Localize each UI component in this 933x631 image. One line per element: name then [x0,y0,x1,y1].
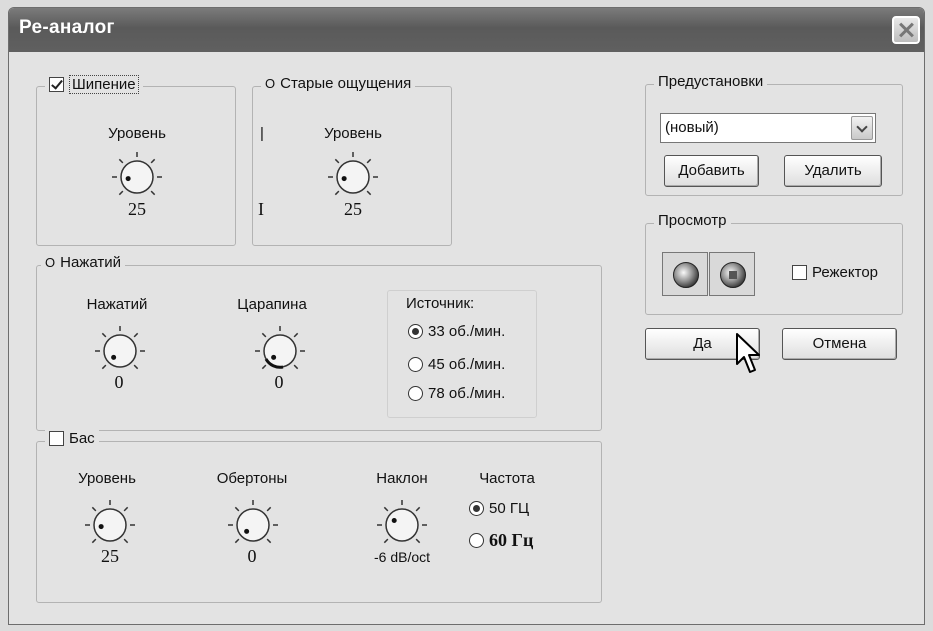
source-option-33-label[interactable]: 33 об./мин. [428,323,506,340]
hiss-checkbox[interactable] [49,77,64,92]
bass-checkbox[interactable] [49,431,64,446]
add-preset-button[interactable]: Добавить [664,155,759,187]
bass-checkbox-label[interactable]: Бас [69,430,95,447]
title-bar[interactable] [9,8,924,52]
source-option-78[interactable] [408,385,505,402]
clicks-knob[interactable] [93,324,147,378]
source-option-78-label[interactable]: 78 об./мин. [428,385,506,402]
freq-option-60-label[interactable]: 60 Гц [489,530,534,550]
overtones-label: Обертоны [216,470,288,487]
slope-label: Наклон [376,470,428,487]
bass-level-knob[interactable] [83,498,137,552]
freq-option-50-label[interactable]: 50 ГЦ [489,500,530,517]
stop-button[interactable] [709,252,755,296]
old-feel-level-knob[interactable] [326,150,380,204]
notch-checkbox[interactable] [792,265,807,280]
freq-radio-60[interactable] [469,533,484,548]
presets-legend: Предустановки [654,73,767,90]
source-option-45-label[interactable]: 45 об./мин. [428,356,506,373]
mouse-pointer-icon [735,332,761,376]
freq-option-50[interactable] [469,500,529,517]
old-feel-side-mark-bottom: I [258,199,264,219]
hiss-checkbox-label[interactable]: Шипение [69,75,139,94]
hiss-level-value: 25 [128,199,146,219]
source-radio-45[interactable] [408,357,423,372]
preset-select[interactable] [660,113,876,143]
old-feel-label[interactable]: Старые ощущения [280,75,412,92]
preview-legend: Просмотр [654,212,731,229]
clicks-knob1-value: 0 [114,372,124,392]
overtones-knob[interactable] [226,498,280,552]
bass-legend [45,430,99,447]
play-icon [673,262,699,288]
clicks-legend [41,254,125,271]
old-feel-group [252,75,452,246]
old-feel-side-mark-top: | [260,125,264,142]
hiss-level-knob[interactable] [110,150,164,204]
hiss-group [36,76,236,246]
notch-label[interactable]: Режектор [812,264,879,281]
cancel-button[interactable]: Отмена [782,328,897,360]
source-radio-78[interactable] [408,386,423,401]
scratch-knob[interactable] [253,324,307,378]
bass-group [36,430,602,603]
chevron-down-icon[interactable] [851,116,873,140]
preview-group [645,212,903,315]
scratch-value: 0 [274,372,284,392]
clicks-label[interactable]: Нажатий [60,254,121,271]
bass-level-label: Уровень [78,470,136,487]
source-radio-33[interactable] [408,324,423,339]
freq-option-60[interactable] [469,530,533,551]
source-subgroup [387,290,537,418]
source-option-33[interactable] [408,323,505,340]
preset-select-value[interactable]: (новый) [665,119,719,136]
bass-level-value: 25 [101,546,119,566]
slope-value: -6 dB/oct [373,549,431,565]
clicks-marker[interactable]: O [45,255,56,270]
notch-toggle[interactable] [792,264,902,281]
clicks-knob1-label: Нажатий [86,296,148,313]
play-button[interactable] [662,252,708,296]
presets-group [645,73,903,196]
frequency-label: Частота [479,470,535,487]
freq-radio-50[interactable] [469,501,484,516]
ok-button[interactable]: Да [645,328,760,360]
source-option-45[interactable] [408,356,505,373]
old-feel-legend [261,75,415,92]
source-label: Источник: [406,295,475,312]
slope-knob[interactable] [375,498,429,552]
hiss-legend [45,75,143,94]
scratch-label: Царапина [237,296,307,313]
old-feel-level-value: 25 [344,199,362,219]
clicks-group [36,254,602,431]
hiss-level-label: Уровень [108,125,166,142]
old-feel-marker[interactable]: O [265,76,276,91]
window-title: Ре-аналог [19,17,115,38]
delete-preset-button[interactable]: Удалить [784,155,882,187]
stop-icon [720,262,746,288]
re-analog-dialog [8,7,925,625]
overtones-value: 0 [247,546,257,566]
old-feel-level-label: Уровень [324,125,382,142]
close-icon[interactable] [892,16,920,44]
